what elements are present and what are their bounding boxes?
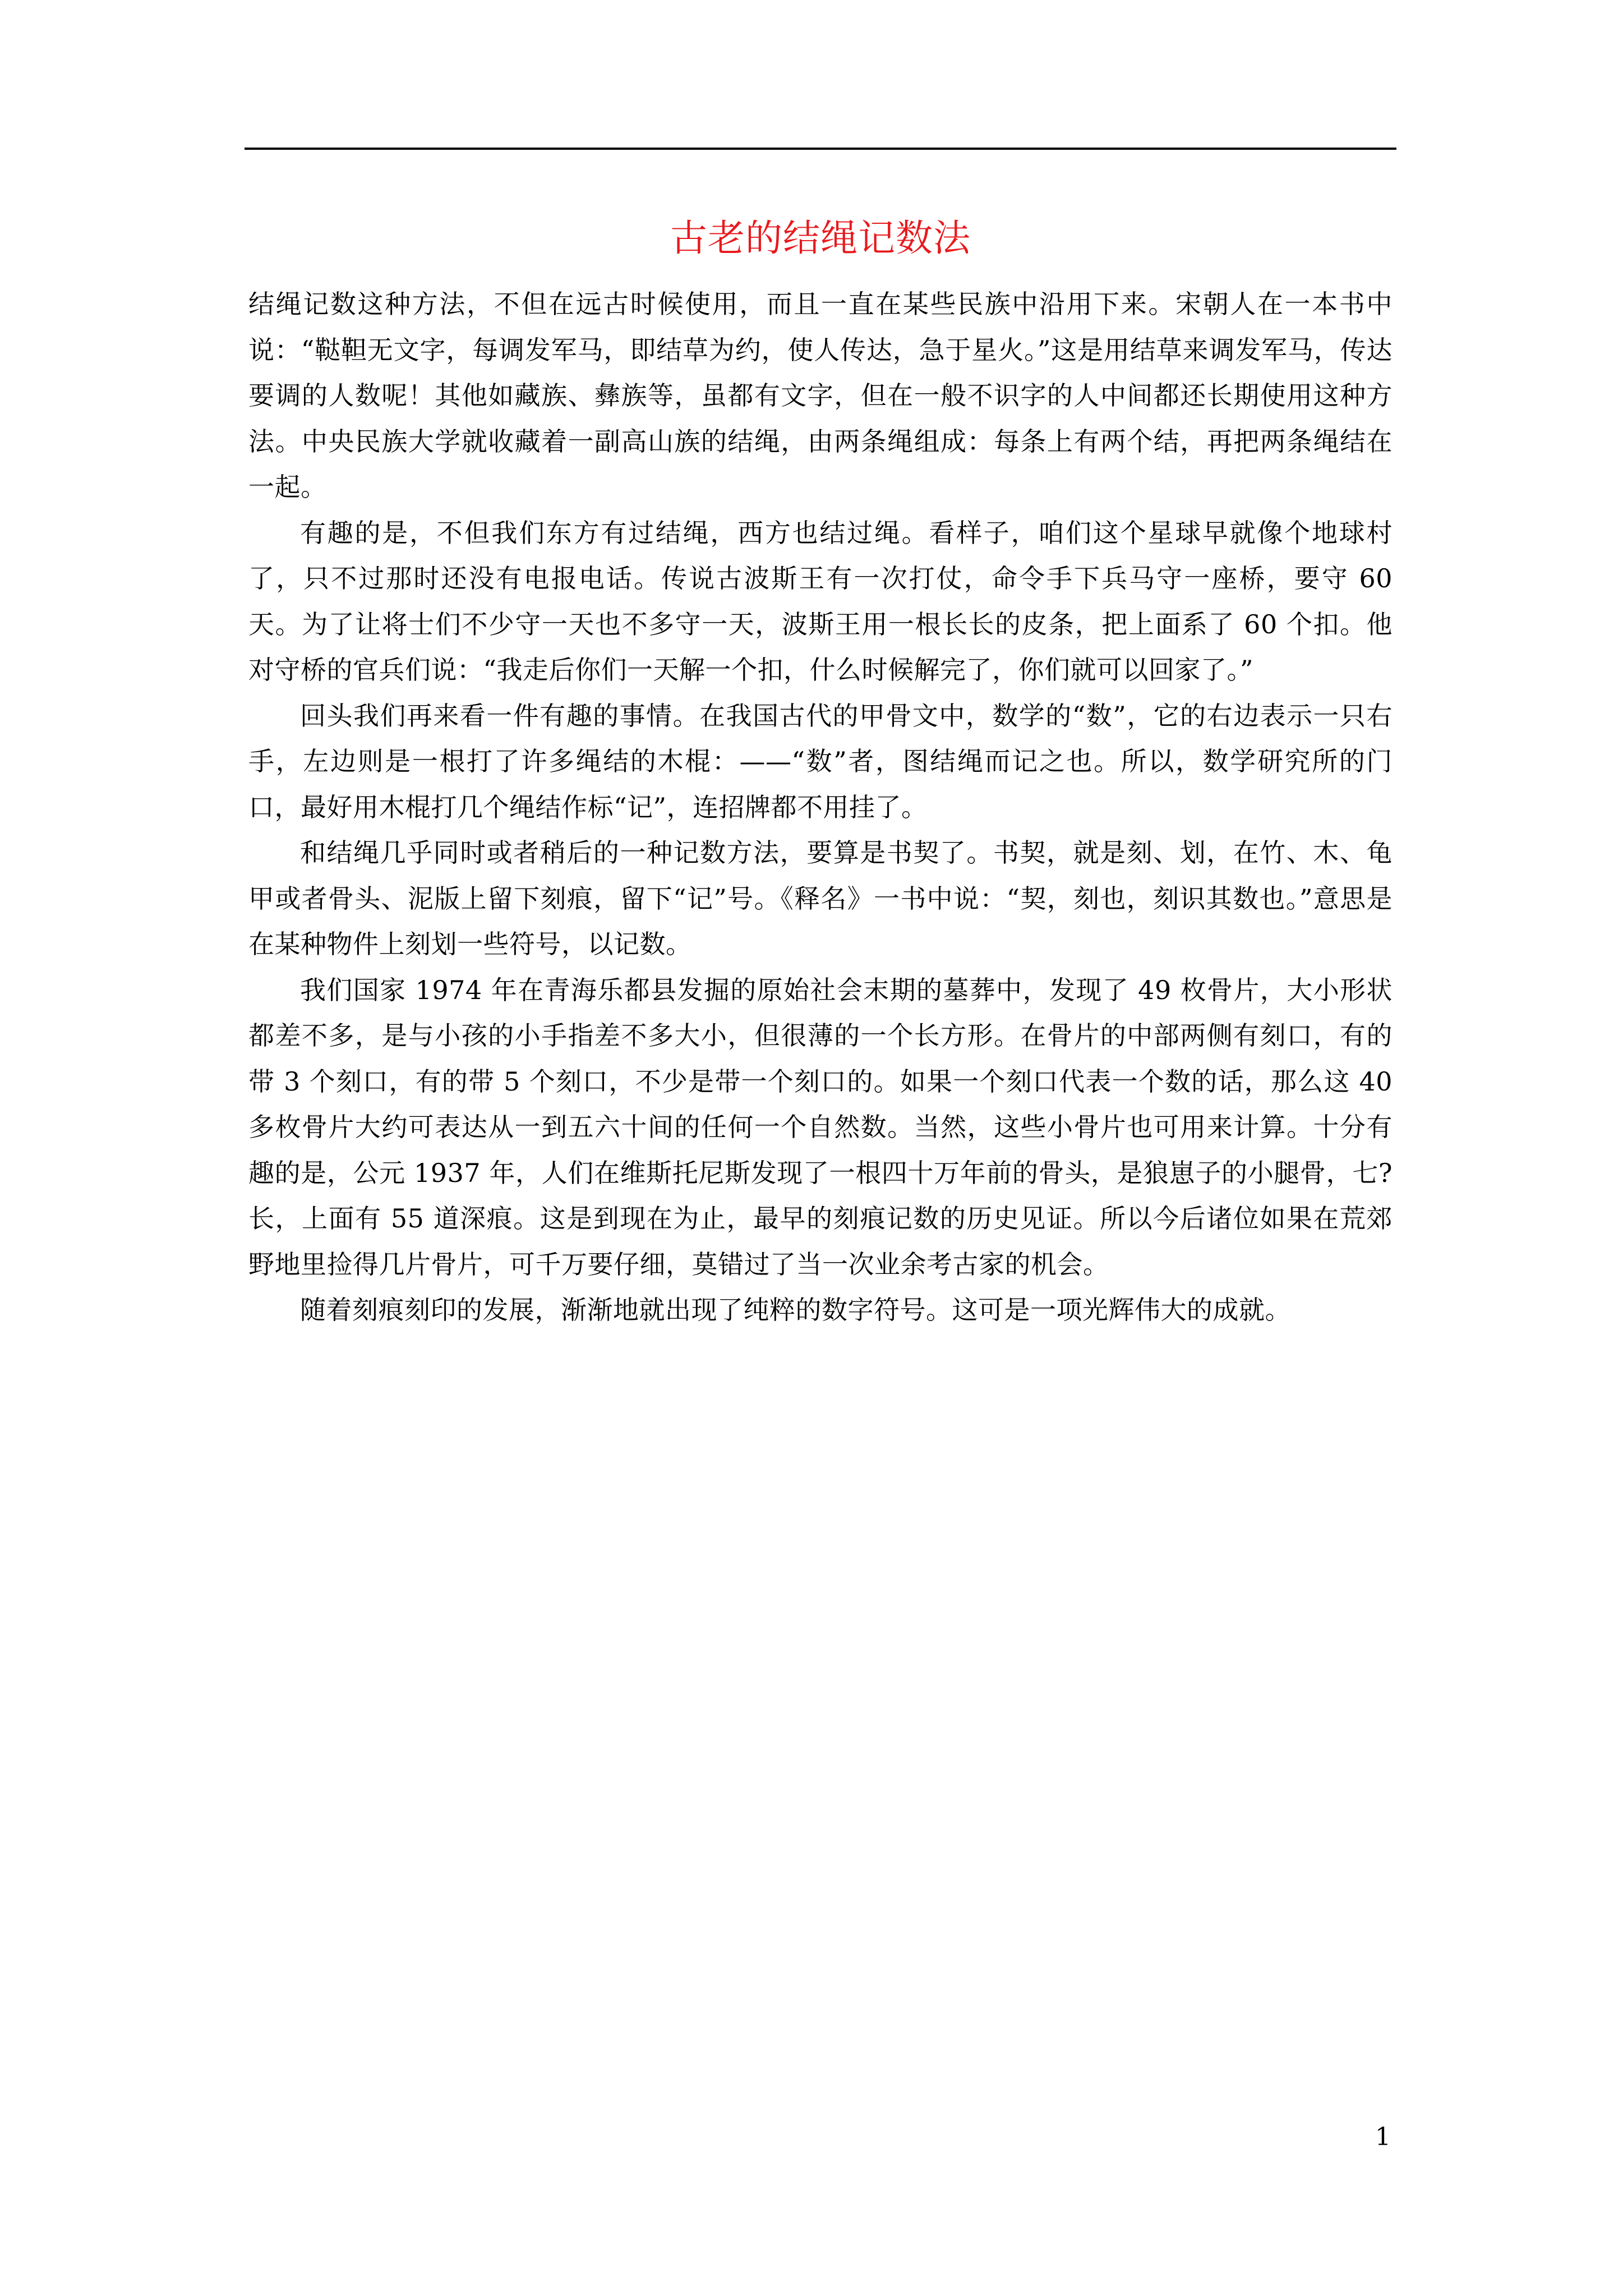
paragraph-4: 和结绳几乎同时或者稍后的一种记数方法，要算是书契了。书契，就是刻、划，在竹、木、龟甲或者骨头、泥版上留下刻痕，留下“记”号。《释名》一书中说：“契，刻也，刻识其数也。”意思是在某种物件上刻划一些符号，以记数。: [248, 838, 1393, 959]
page-number: 1: [1375, 2123, 1391, 2151]
paragraph-2: 有趣的是，不但我们东方有过结绳，西方也结过绳。看样子，咱们这个星球早就像个地球村了，只不过那时还没有电报电话。传说古波斯王有一次打仗，命令手下兵马守一座桥，要守 60 天。为了让将士们不少守一天也不多守一天，波斯王用一根长长的皮条，把上面系了 60 个扣。他对守桥的官兵们说：“我走后你们一天解一个扣，什么时候解完了，你们就可以回家了。”: [248, 517, 1393, 685]
paragraph-1: 结绳记数这种方法，不但在远古时候使用，而且一直在某些民族中沿用下来。宋朝人在一本书中说：“鞑靼无文字，每调发军马，即结草为约，使人传达，急于星火。”这是用结草来调发军马，传达要调的人数呢！其他如藏族、彝族等，虽都有文字，但在一般不识字的人中间都还长期使用这种方法。中央民族大学就收藏着一副高山族的结绳，由两条绳组成：每条上有两个结，再把两条绳结在一起。: [248, 289, 1393, 502]
paragraph-6: 随着刻痕刻印的发展，渐渐地就出现了纯粹的数字符号。这可是一项光辉伟大的成就。: [300, 1295, 1291, 1325]
document-title: 古老的结绳记数法: [670, 217, 971, 260]
header-rule: [245, 148, 1396, 150]
paragraph-3: 回头我们再来看一件有趣的事情。在我国古代的甲骨文中，数学的“数”，它的右边表示一只右手，左边则是一根打了许多绳结的木棍：——“数”者，图结绳而记之也。所以，数学研究所的门口，最好用木棍打几个绳结作标“记”，连招牌都不用挂了。: [248, 700, 1393, 822]
paragraph-5: 我们国家 1974 年在青海乐都县发掘的原始社会末期的墓葬中，发现了 49 枚骨片，大小形状都差不多，是与小孩的小手指差不多大小，但很薄的一个长方形。在骨片的中部两侧有刻口，有的带 3 个刻口，有的带 5 个刻口，不少是带一个刻口的。如果一个刻口代表一个数的话，那么这 40 多枚骨片大约可表达从一到五六十间的任何一个自然数。当然，这些小骨片也可用来计算。十分有趣的是，公元 1937 年，人们在维斯托尼斯发现了一根四十万年前的骨头，是狼崽子的小腿骨，七?长，上面有 55 道深痕。这是到现在为止，最早的刻痕记数的历史见证。所以今后诸位如果在荒郊野地里捡得几片骨片，可千万要仔细，莫错过了当一次业余考古家的机会。: [248, 974, 1393, 1280]
document-body: [248, 282, 1393, 1333]
